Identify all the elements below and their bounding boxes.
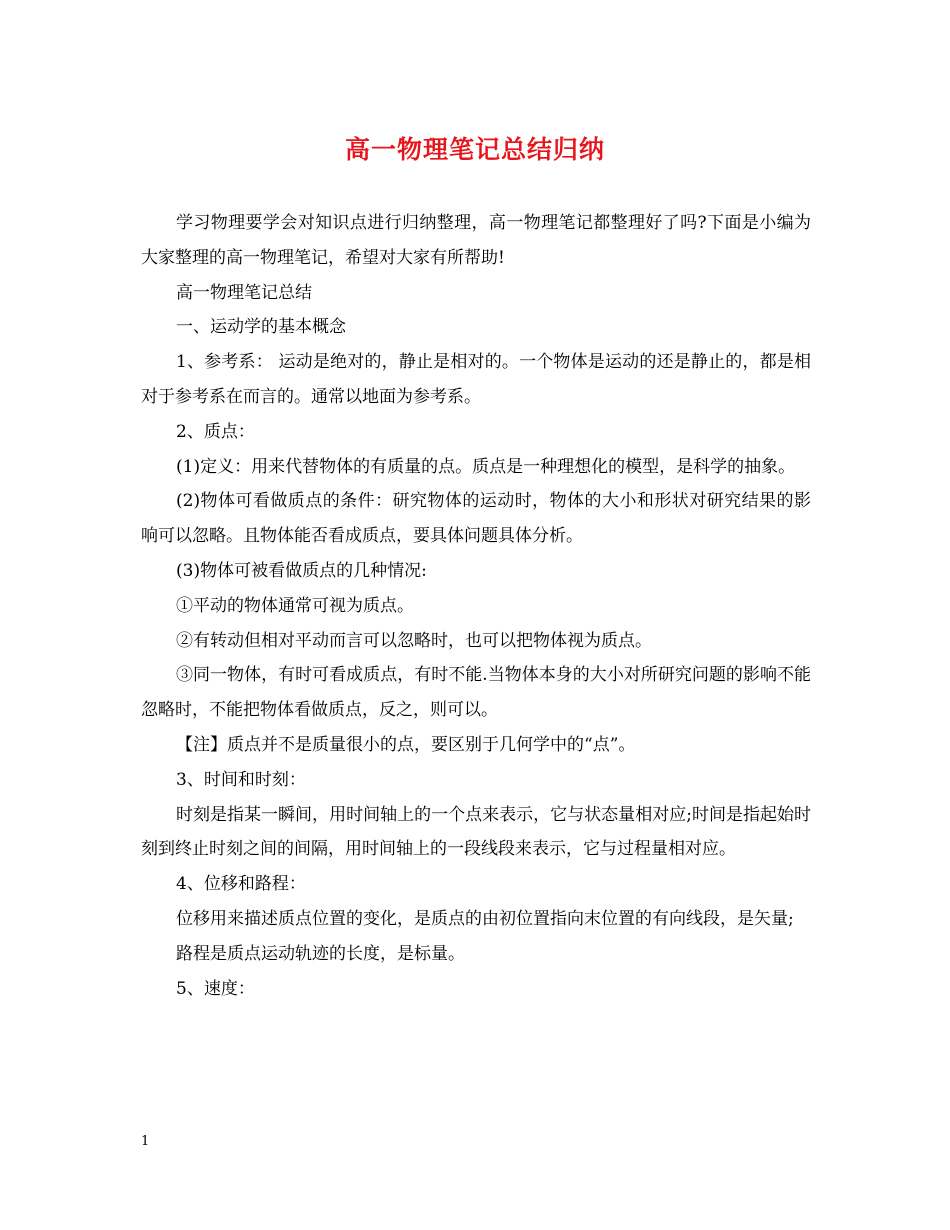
page-number: 1 [141,1134,150,1149]
document-title: 高一物理笔记总结归纳 [344,135,605,164]
chapter-heading: 一、运动学的基本概念 [176,317,346,338]
item-particle-heading: 2、质点： [176,421,255,442]
particle-condition: (2)物体可看做质点的条件：研究物体的运动时，物体的大小和形状对研究结果的影响可以忽略。且物体能否看成质点，要具体问题具体分析。 [141,491,811,547]
item-displacement-heading: 4、位移和路程： [176,874,306,895]
particle-cases-heading: (3)物体可被看做质点的几种情况: [176,560,427,581]
time-explanation: 时刻是指某一瞬间，用时间轴上的一个点来表示，它与状态量相对应;时间是指起始时刻到终止时刻之间的间隔，用时间轴上的一段线段来表示，它与过程量相对应。 [141,804,811,860]
item-velocity-heading: 5、速度： [176,978,255,999]
displacement-explanation: 位移用来描述质点位置的变化，是质点的由初位置指向末位置的有向线段，是矢量; [176,908,794,929]
particle-case-3: ③同一物体，有时可看成质点，有时不能.当物体本身的大小对所研究问题的影响不能忽略时，不能把物体看做质点，反之，则可以。 [141,665,811,721]
item-reference-frame: 1、参考系： 运动是绝对的，静止是相对的。一个物体是运动的还是静止的，都是相对于参考系在而言的。通常以地面为参考系。 [141,352,811,407]
document-body [141,206,811,1006]
section-heading: 高一物理笔记总结 [176,282,312,303]
particle-note: 【注】质点并不是质量很小的点，要区别于几何学中的“点”。 [176,734,636,755]
particle-definition: (1)定义：用来代替物体的有质量的点。质点是一种理想化的模型，是科学的抽象。 [176,456,796,477]
particle-case-2: ②有转动但相对平动而言可以忽略时，也可以把物体视为质点。 [176,630,652,651]
path-explanation: 路程是质点运动轨迹的长度，是标量。 [176,943,465,964]
particle-case-1: ①平动的物体通常可视为质点。 [176,595,414,616]
item-time-heading: 3、时间和时刻： [176,769,306,790]
intro-paragraph: 学习物理要学会对知识点进行归纳整理，高一物理笔记都整理好了吗?下面是小编为大家整理的高一物理笔记，希望对大家有所帮助! [141,213,811,268]
